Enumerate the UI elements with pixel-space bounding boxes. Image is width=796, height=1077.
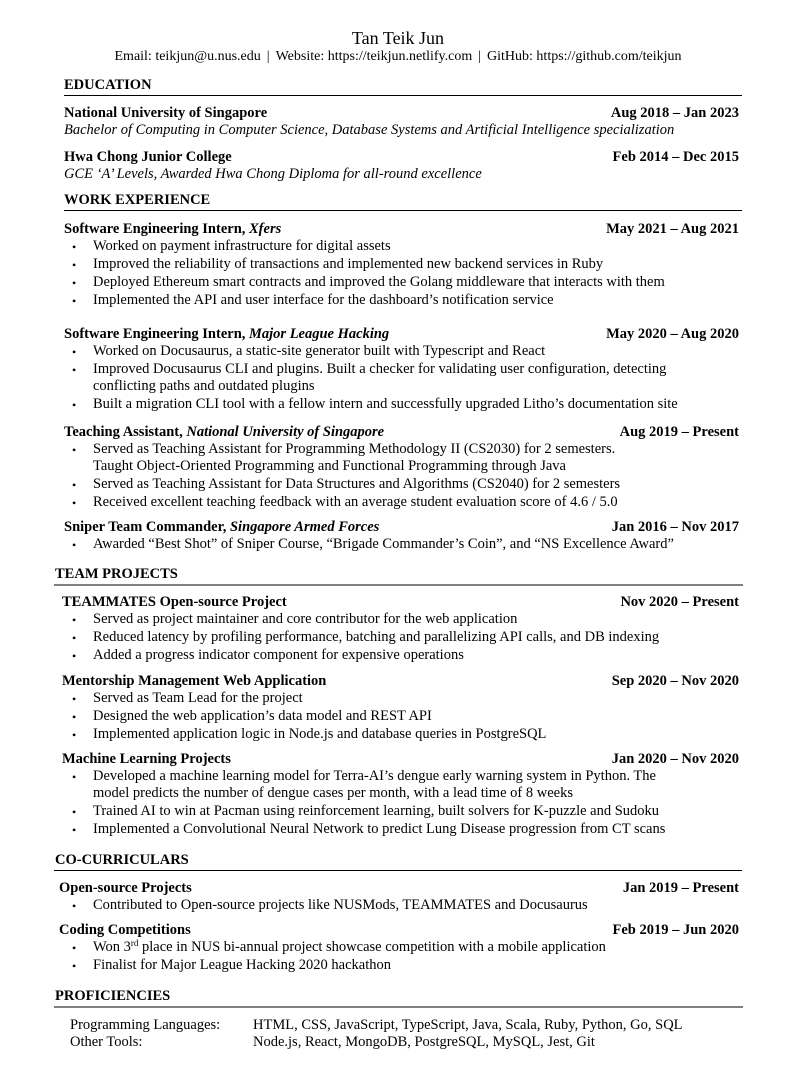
section-title-cocurriculars: CO-CURRICULARS — [55, 852, 189, 868]
bullet-text: place in NUS bi-annual project showcase competition with a mobile application — [138, 939, 606, 955]
bullet-icon: • — [72, 538, 77, 552]
work-org: Singapore Armed Forces — [229, 519, 380, 535]
bullet-icon: • — [72, 710, 77, 724]
bullet-icon: • — [72, 496, 77, 510]
education-date: Feb 2014 – Dec 2015 — [612, 149, 739, 165]
bullet-icon: • — [72, 398, 77, 412]
project-bullet: Served as Team Lead for the project — [93, 690, 303, 706]
work-bullet: Improved Docusaurus CLI and plugins. Built a checker for validating user configuration, detecting — [93, 361, 667, 377]
bullet-text: Won 3 — [93, 939, 131, 955]
section-divider — [54, 584, 743, 586]
bullet-icon: • — [72, 294, 77, 308]
section-divider — [54, 870, 742, 871]
work-role — [64, 519, 379, 536]
bullet-icon: • — [72, 692, 77, 706]
bullet-icon: • — [72, 363, 77, 377]
contact-website[interactable]: Website: https://teikjun.netlify.com — [275, 49, 473, 64]
project-name: TEAMMATES Open-source Project — [62, 594, 287, 610]
project-bullet: Designed the web application’s data model and REST API — [93, 708, 432, 724]
section-title-projects: TEAM PROJECTS — [55, 566, 178, 582]
proficiency-label: Programming Languages: — [70, 1017, 221, 1033]
project-bullet: Added a progress indicator component for expensive operations — [93, 647, 464, 663]
project-name: Machine Learning Projects — [62, 751, 231, 767]
education-detail: Bachelor of Computing in Computer Science, Database Systems and Artificial Intelligence specialization — [64, 122, 675, 138]
bullet-icon: • — [72, 728, 77, 742]
cocurricular-bullet: Contributed to Open-source projects like NUSMods, TEAMMATES and Docusaurus — [93, 897, 588, 913]
bullet-icon: • — [72, 478, 77, 492]
education-institution: National University of Singapore — [64, 105, 268, 121]
work-role — [64, 424, 384, 441]
education-detail: GCE ‘A’ Levels, Awarded Hwa Chong Diploma for all-round excellence — [64, 166, 482, 182]
project-bullet: Implemented a Convolutional Neural Network to predict Lung Disease progression from CT scans — [93, 821, 666, 837]
work-org: National University of Singapore — [186, 424, 385, 440]
work-bullet: Awarded “Best Shot” of Sniper Course, “Brigade Commander’s Coin”, and “NS Excellence Award” — [93, 536, 674, 552]
cocurricular-date: Feb 2019 – Jun 2020 — [612, 922, 739, 938]
bullet-icon: • — [72, 941, 77, 955]
bullet-icon: • — [72, 899, 77, 913]
work-bullet: Implemented the API and user interface for the dashboard’s notification service — [93, 292, 554, 308]
bullet-icon: • — [72, 649, 77, 663]
project-bullet: Trained AI to win at Pacman using reinforcement learning, built solvers for K-puzzle and Sudoku — [93, 803, 660, 819]
bullet-icon: • — [72, 240, 77, 254]
bullet-icon: • — [72, 959, 77, 973]
work-org: Xfers — [249, 221, 282, 237]
work-bullet: Received excellent teaching feedback with an average student evaluation score of 4.6 / 5.0 — [93, 494, 618, 510]
project-bullet: Served as project maintainer and core contributor for the web application — [93, 611, 518, 627]
bullet-icon: • — [72, 631, 77, 645]
bullet-icon: • — [72, 823, 77, 837]
section-divider — [54, 1006, 743, 1008]
proficiency-label: Other Tools: — [70, 1034, 143, 1050]
project-date: Nov 2020 – Present — [620, 594, 739, 610]
cocurricular-date: Jan 2019 – Present — [622, 880, 739, 896]
project-bullet: Reduced latency by profiling performance, batching and parallelizing API calls, and DB indexing — [93, 629, 660, 645]
bullet-icon: • — [72, 276, 77, 290]
proficiency-value: HTML, CSS, JavaScript, TypeScript, Java, Scala, Ruby, Python, Go, SQL — [253, 1017, 683, 1033]
resume-name: Tan Teik Jun — [351, 28, 445, 48]
work-bullet: Served as Teaching Assistant for Data Structures and Algorithms (CS2040) for 2 semesters — [93, 476, 621, 492]
work-title: Sniper Team Commander, — [64, 519, 227, 535]
section-title-proficiencies: PROFICIENCIES — [55, 988, 171, 1004]
section-title-work: WORK EXPERIENCE — [64, 192, 211, 208]
section-divider — [64, 95, 742, 96]
bullet-icon: • — [72, 805, 77, 819]
education-institution: Hwa Chong Junior College — [64, 149, 232, 165]
project-bullet: Implemented application logic in Node.js and database queries in PostgreSQL — [93, 726, 547, 742]
ordinal-suffix: rd — [130, 938, 139, 948]
proficiency-value: Node.js, React, MongoDB, PostgreSQL, MySQL, Jest, Git — [253, 1034, 595, 1050]
project-date: Jan 2020 – Nov 2020 — [611, 751, 739, 767]
project-bullet-continued: model predicts the number of dengue cases per month, with a lead time of 8 weeks — [93, 785, 573, 801]
separator: | — [266, 49, 270, 64]
work-bullet-continued: Taught Object-Oriented Programming and Functional Programming through Java — [93, 458, 566, 474]
work-title: Teaching Assistant, — [64, 424, 183, 440]
contact-email[interactable]: Email: teikjun@u.nus.edu — [114, 49, 261, 64]
contact-line — [0, 49, 796, 65]
work-org: Major League Hacking — [249, 326, 390, 342]
section-divider — [64, 210, 742, 211]
work-bullet: Deployed Ethereum smart contracts and improved the Golang middleware that interacts with them — [93, 274, 665, 290]
education-date: Aug 2018 – Jan 2023 — [610, 105, 739, 121]
project-date: Sep 2020 – Nov 2020 — [611, 673, 739, 689]
cocurricular-name: Coding Competitions — [59, 922, 191, 938]
project-name: Mentorship Management Web Application — [62, 673, 327, 689]
bullet-icon: • — [72, 345, 77, 359]
work-bullet: Worked on payment infrastructure for digital assets — [93, 238, 391, 254]
work-bullet-continued: conflicting paths and outdated plugins — [93, 378, 315, 394]
cocurricular-bullet — [93, 939, 606, 956]
bullet-icon: • — [72, 258, 77, 272]
work-date: May 2020 – Aug 2020 — [606, 326, 739, 342]
work-bullet: Served as Teaching Assistant for Programming Methodology II (CS2030) for 2 semesters. — [93, 441, 616, 457]
work-bullet: Built a migration CLI tool with a fellow intern and successfully upgraded Litho’s documentation site — [93, 396, 678, 412]
work-title: Software Engineering Intern, — [64, 221, 246, 237]
separator: | — [478, 49, 482, 64]
work-role — [64, 221, 281, 238]
work-date: Jan 2016 – Nov 2017 — [611, 519, 739, 535]
cocurricular-name: Open-source Projects — [59, 880, 192, 896]
project-bullet: Developed a machine learning model for Terra-AI’s dengue early warning system in Python. The — [93, 768, 656, 784]
bullet-icon: • — [72, 613, 77, 627]
work-bullet: Worked on Docusaurus, a static-site generator built with Typescript and React — [93, 343, 546, 359]
section-title-education: EDUCATION — [64, 77, 152, 93]
bullet-icon: • — [72, 443, 77, 457]
work-date: May 2021 – Aug 2021 — [606, 221, 739, 237]
work-title: Software Engineering Intern, — [64, 326, 246, 342]
work-role — [64, 326, 389, 343]
contact-github[interactable]: GitHub: https://github.com/teikjun — [487, 49, 682, 64]
cocurricular-bullet: Finalist for Major League Hacking 2020 hackathon — [93, 957, 391, 973]
bullet-icon: • — [72, 770, 77, 784]
work-bullet: Improved the reliability of transactions and implemented new backend services in Ruby — [93, 256, 604, 272]
work-date: Aug 2019 – Present — [619, 424, 739, 440]
